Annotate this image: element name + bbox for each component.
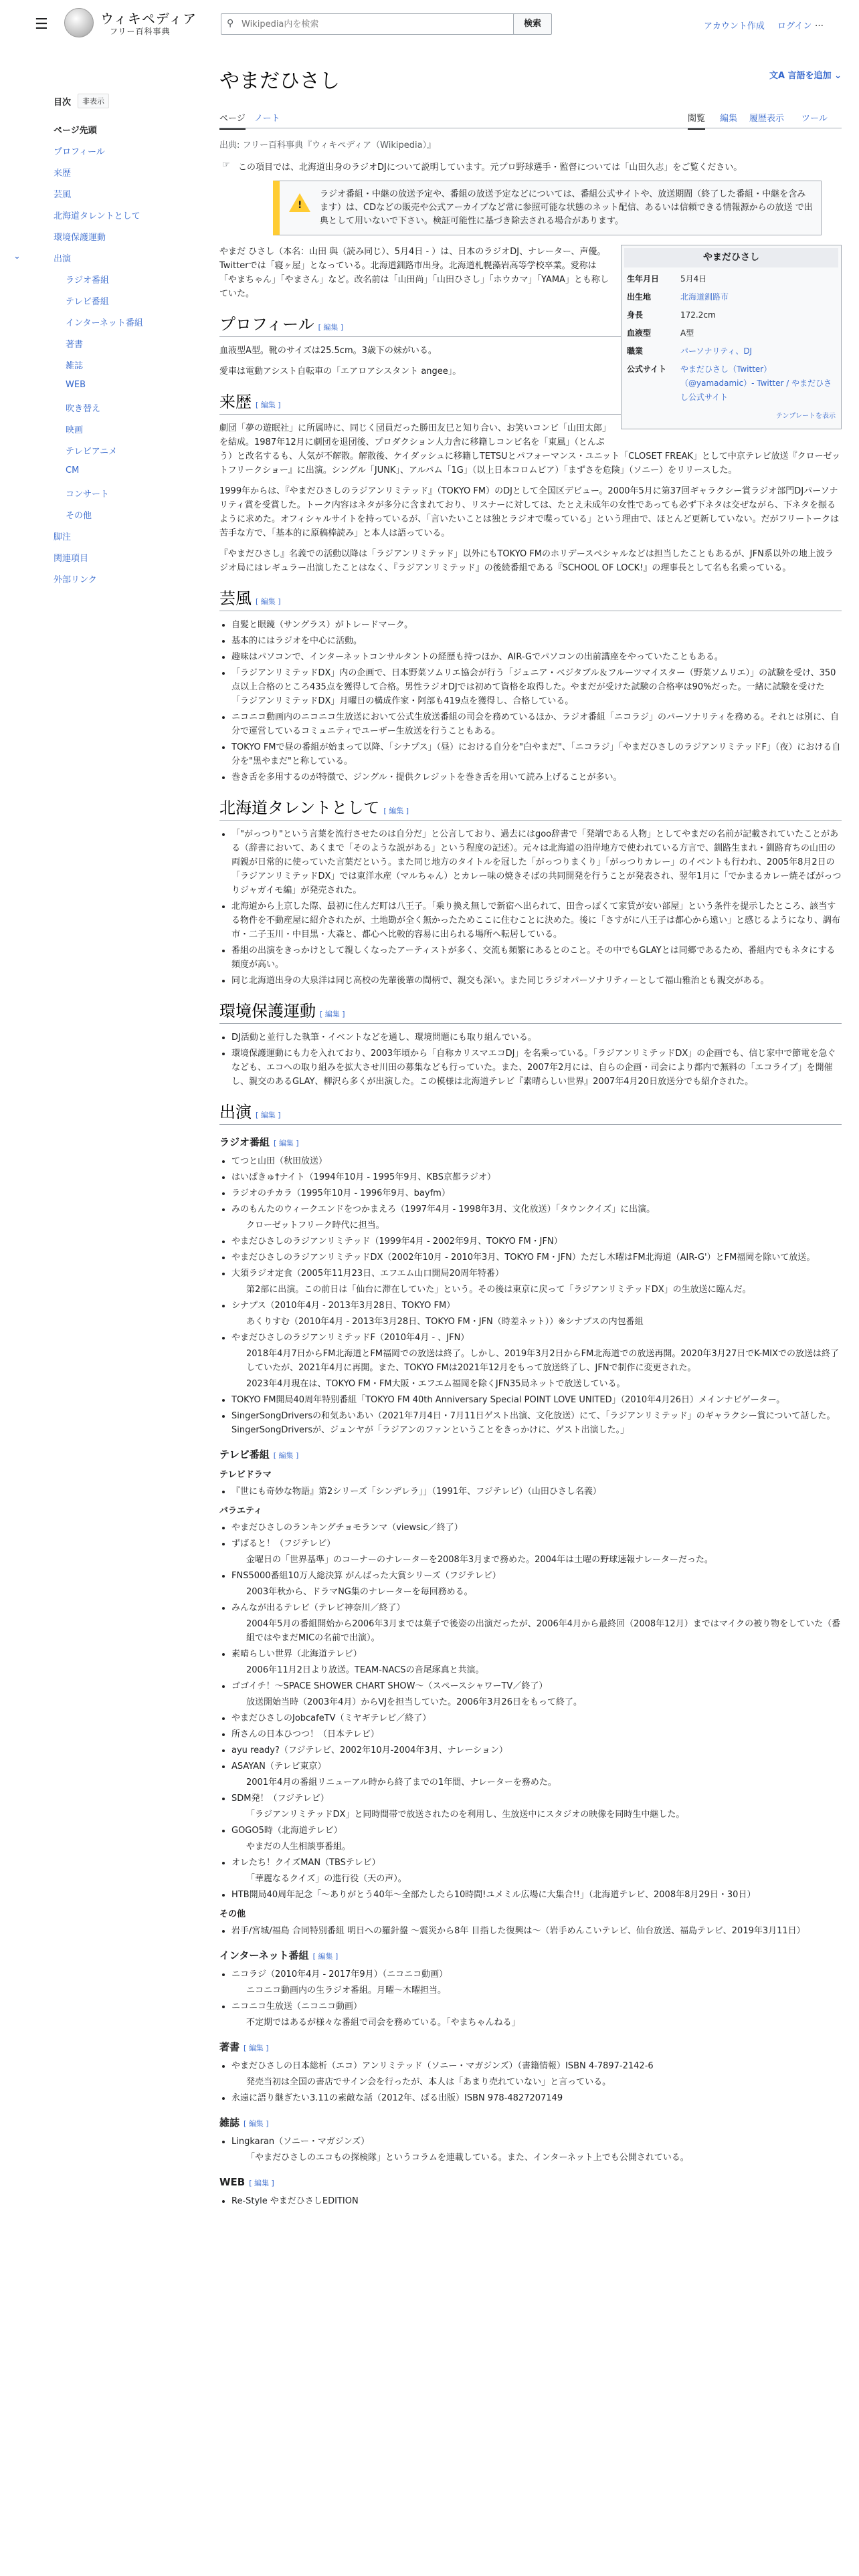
section-heading (219, 802, 842, 821)
section-title: 来歴 (219, 394, 252, 411)
edit-label: 編集 (260, 401, 276, 409)
list-item: • 巻き舌を多用するのが特徴で、ジングル・提供クレジットを巻き舌を用いて読み上げることが多い。 (231, 770, 842, 784)
edit-label: 編集 (323, 323, 339, 332)
list-item: 2003年秋から、ドラマNG集のナレーターを毎回務める。 (246, 1587, 473, 1597)
infobox-key: 身長 (627, 310, 644, 320)
bullet-list (231, 618, 842, 784)
toc-item[interactable] (54, 166, 154, 187)
internet-list (231, 1967, 842, 2030)
toc-item-label: ラジオ番組 (66, 276, 110, 286)
subsection-heading: ラジオ番組 [ 編集 ] (219, 1136, 299, 1148)
toc-item[interactable] (54, 294, 154, 316)
paragraph: 『やまだひさし』名義での活動以降は「ラジアンリミテッド」以外にもTOKYO FMのホリデースペシャルなどは担当したこともあるが、JFN系以外の地上波ラジオ局にはレギュラー出演したことはなく、『ラジアンリミテッド』の後続番組である『SCHOOL OF LOCK!』の理事長として名も名乗っている。 (219, 549, 834, 573)
site-name[interactable]: ウィキペディア (100, 11, 197, 27)
notice-text: ラジオ番組・中継の放送予定や、番組の放送予定などについては、番組公式サイトや、放送期間（終了した番組・中継を含みます）は、CDなどの販売や公式アーカイブなど常に参照可能な状態のネット配信、あるいは信頼できる情報源からの放送 で出典として用いないで下さい。検証可能性に基づき除去される場合があります。 (320, 189, 813, 226)
list-item: • SDM発！（フジテレビ） (231, 1792, 842, 1806)
list-item: • シナプス（2010年4月 - 2013年3月28日、TOKYO FM） (231, 1299, 842, 1313)
edit-link[interactable]: [ 編集 ] (244, 2119, 269, 2128)
other-list (231, 1924, 842, 1938)
subsection-heading: テレビ番組 [ 編集 ] (219, 1448, 299, 1461)
toc-item[interactable] (54, 380, 154, 401)
list-item: 第2部に出演。この前日は「仙台に滞在していた」という。その後は東京に戻って「ラジアンリミテッドDX」の生放送に臨んだ。 (246, 1285, 751, 1295)
toc-item[interactable] (54, 572, 154, 594)
toc-item[interactable] (54, 358, 154, 380)
tab-talk[interactable]: ノート (254, 114, 280, 124)
toc-item-label: 吹き替え (66, 404, 101, 414)
source-note: 出典: フリー百科事典『ウィキペディア（Wikipedia）』 (219, 140, 436, 150)
list-item: • SingerSongDriversの和気あいあい（2021年7月4日・7月11日ゲスト出演、文化放送）にて、「ラジアンリミテッド」のギャラクシー賞について話した。SingerSongDriversが、ジュンヤが「ラジアンのファンということをきっかけに、ゲスト出演した。」 (231, 1409, 842, 1437)
toc-item-label: 芸風 (54, 190, 72, 200)
tab-tools[interactable]: ツール (801, 114, 828, 124)
list-item: 「ラジアンリミテッドDX」と同時間帯で放送されたのを利用し、生放送中にスタジオの映像を同時生中継した。 (246, 1810, 685, 1820)
toc-item-label: 脚注 (54, 532, 72, 542)
list-item: あくりすむ（2010年4月 - 2013年3月28日、TOKYO FM・JFN（時差ネット））※シナプスの内包番組 (246, 1317, 644, 1327)
edit-link[interactable]: [ 編集 ] (274, 1139, 299, 1148)
toc-item[interactable] (54, 401, 154, 423)
subsubsection-heading: テレビドラマ (219, 1470, 272, 1480)
infobox-key: 出生地 (627, 292, 652, 302)
toc-item[interactable] (54, 444, 154, 465)
language-button[interactable]: 文A 言語を追加 ⌄ (769, 71, 842, 81)
toc-item-label: CM (66, 465, 80, 475)
infobox-table (624, 270, 838, 407)
list-item: • やまだひさしのラジアンリミテッド（1999年4月 - 2002年9月、TOKYO FM・JFN） (231, 1235, 842, 1249)
tab-history[interactable]: 履歴表示 (749, 114, 785, 124)
list-item: • ゴゴイチ！〜SPACE SHOWER CHART SHOW〜（スペースシャワーTV／終了） (231, 1679, 842, 1693)
toc-item-label: 来歴 (54, 169, 72, 179)
list-item: • 自髪と眼鏡（サングラス）がトレードマーク。 (231, 618, 842, 632)
login-link[interactable]: ログイン (777, 21, 812, 31)
list-item: 2004年5月の番組開始から2006年3月までは菓子で後姿の出演だったが、2006年4月から最終回（2008年12月）まではマイクの被り物をしていた（番組ではやまだMICの名前で出演）。 (246, 1619, 841, 1643)
infobox-key: 血液型 (627, 328, 652, 338)
list-item: 2006年11月2日より放送。TEAM-NACSの音尾琢真と共演。 (246, 1665, 484, 1675)
list-item: 2018年4月7日からFM北海道とFM福岡での放送は終了。しかし、2019年3月2日からFM北海道での放送再開。2020年3月27日でK-MIXでの放送は終了していたが、2021年4月に再開。また、TOKYO FMは2021年12月をもって放送終了し、JFNで制作に変更された。 (246, 1349, 840, 1373)
wikipedia-logo[interactable] (64, 8, 94, 37)
edit-link[interactable]: [ 編集 ] (244, 2044, 269, 2052)
toc-item-label: 環境保護運動 (54, 233, 106, 243)
paragraph: 血液型A型。靴のサイズは25.5cm。3歳下の妹がいる。 (219, 346, 437, 356)
toc-item[interactable] (54, 423, 154, 444)
toc-item-label: 関連項目 (54, 554, 89, 564)
toc-item[interactable] (54, 316, 154, 337)
toc-item[interactable] (54, 487, 154, 508)
toc-item-label: 北海道タレントとして (54, 211, 140, 221)
infobox-value: パーソナリティ、DJ (680, 346, 753, 356)
more-menu-icon[interactable]: … (815, 19, 824, 29)
list-item: 2001年4月の番組リニューアル時から終了までの1年間、ナレーターを務めた。 (246, 1778, 557, 1788)
list-item: • オレたち！クイズMAN（TBSテレビ） (231, 1856, 842, 1870)
list-item: やまだの人生相談事番組。 (246, 1842, 351, 1852)
infobox-row (624, 270, 838, 288)
section-title: 環境保護運動 (219, 1003, 316, 1021)
infobox-key: 公式サイト (627, 364, 667, 374)
subsubsection-heading: バラエティ (219, 1506, 262, 1516)
toc-item[interactable] (54, 551, 154, 572)
subsection-heading: WEB [ 編集 ] (219, 2176, 274, 2188)
toc-item-label: テレビ番組 (66, 297, 109, 307)
page-title: やまだひさし (219, 70, 340, 92)
list-item: • 永遠に語り継ぎたい3.11の素敵な話（2012年、ぱる出版）ISBN 978-4827207149 (231, 2091, 842, 2105)
edit-link[interactable]: [ 編集 ] (249, 2179, 274, 2187)
list-item: ニコニコ動画内の生ラジオ番組。月曜〜木曜担当。 (246, 1985, 447, 1996)
edit-link[interactable]: [ 編集 ] (256, 1111, 281, 1119)
tab-edit[interactable]: 編集 (720, 114, 738, 124)
toc-item[interactable] (54, 209, 154, 230)
bullet-list (231, 827, 842, 988)
hamburger-icon[interactable]: ☰ (35, 16, 48, 33)
infobox-row (624, 288, 838, 306)
chevron-down-icon[interactable]: ⌄ (13, 251, 21, 261)
toc-title: 目次 (54, 97, 72, 108)
infobox-value: やまだひさし（Twitter）（@yamadamic）- Twitter / やまだひさし公式サイト (680, 364, 832, 402)
paragraph: 劇団「夢の遊眠社」に所属時に、同じく団員だった勝田友巳と知り合い、お笑いコンビ「山田太郎」を結成。1987年12月に劇団を退団後、プロダクション人力舎に移籍しコンビ名を「東風」（とんぷう）と改名するも、人気が不解散。解散後、ケイダッシュに移籍しTETSUとパフォーマンス・ユニット「CLOSET FREAK」として中京テレビ放送『クローゼットフリークショー』に出演。シングル「JUNK」、アルバム「1G」（以上日本コロムビア）「まずさを危険」（ソニー）をリリースした。 (219, 423, 841, 475)
list-item: • 『世にも奇妙な物語』第2シリーズ「シンデレラ」」（1991年、フジテレビ）（山田ひさし名義） (231, 1485, 842, 1499)
toc-item-label: 雑誌 (66, 361, 84, 371)
toc-item-label: ページ先頭 (54, 126, 97, 136)
list-item: • GOGO5時（北海道テレビ） (231, 1824, 842, 1838)
table-of-contents (13, 94, 154, 594)
warning-icon (289, 193, 310, 212)
template-link[interactable]: テンプレートを表示 (775, 413, 836, 420)
web-list (231, 2194, 842, 2208)
intro-paragraph: やまだ ひさし（本名：山田 與（読み同じ）、5月4日 - ）は、日本のラジオDJ、ナレーター、声優。Twitterでは「寝ヶ屋」となっている。北海道釧路市出身。北海道札幌藻岩高等学校卒業。愛称は「やまちゃん」「やまさん」など。改名前は「山田尚」「山田ひさし」「ホウカマ」「YAMA」とも称していた。 (219, 247, 609, 299)
infobox-title: やまだひさし (624, 248, 838, 267)
paragraph: 愛車は電動アシスト自転車の「エアロアシスタント angee」。 (219, 366, 462, 377)
edit-label: 編集 (324, 1010, 340, 1018)
list-item: • ASAYAN（テレビ東京） (231, 1759, 842, 1774)
edit-link[interactable]: [ 編集 ] (273, 1451, 299, 1460)
infobox-row (624, 306, 838, 324)
infobox-value: 北海道釧路市 (680, 292, 729, 302)
variety-list (231, 1521, 842, 1902)
list-item: • ずばると！（フジテレビ） (231, 1537, 842, 1551)
page-tabs (219, 106, 842, 128)
edit-link[interactable]: [ 編集 ] (318, 323, 344, 332)
list-item: • ニコニコ生放送（ニコニコ動画） (231, 2000, 842, 2014)
toc-item[interactable] (54, 144, 154, 166)
list-item: 不定期ではあるが様々な番組で司会を務めている。「やまちゃんねる」 (246, 2018, 520, 2028)
list-item: • 環境保護運動にも力を入れており、2003年頃から「自称カリスマエコDJ」を名乗っている。「ラジアンリミテッドDX」の企画でも、信じ家中で節電を急ぐなども、エコへの取り組みを拡大させ川田の募集なども行っていた。また、2007年2月には、自らの企画・司会により都内で無料の「エコライブ」を開催し、親交のあるGLAY、柳沢ら多くが出演した。この模様は北海道テレビ『素晴らしい世界』2007年4月20日放送分でも紹介された。 (231, 1047, 842, 1089)
search-icon: ⚲ (227, 18, 234, 29)
section-heading (219, 1005, 842, 1024)
toc-item-label: 映画 (66, 425, 84, 435)
list-item: • 同じ北海道出身の大泉洋は同じ高校の先輩後輩の間柄で、親交も深い。また同じラジオパーソナリティーとして福山雅治とも親交がある。 (231, 974, 842, 988)
toc-item[interactable] (54, 508, 154, 530)
list-item: • 大須ラジオ定食（2005年11月23日、エフエム山口開局20周年特番） (231, 1267, 842, 1281)
section-heading: 出演 [ 編集 ] (219, 1106, 842, 1125)
subsection-heading: 雑誌 [ 編集 ] (219, 2117, 269, 2129)
section-title: プロフィール (219, 316, 314, 334)
magazine-list (231, 2135, 842, 2165)
list-item: • やまだひさしのラジアンリミテッドDX（2002年10月 - 2010年3月、TOKYO FM・JFN）ただし木曜はFM北海道（AIR-G'）とFM福岡を除いて放送。 (231, 1251, 842, 1265)
section-title: 北海道タレントとして (219, 800, 380, 817)
edit-link[interactable]: [ 編集 ] (383, 807, 409, 815)
toc-item[interactable] (54, 123, 154, 144)
create-account-link[interactable]: アカウント作成 (704, 21, 765, 31)
list-item: • HTB開局40周年記念「〜ありがとう40年〜全部たしたら10時間!ユメミル広場に大集合!!」（北海道テレビ、2008年8月29日・30日） (231, 1888, 842, 1902)
list-item: • 番組の出演をきっかけとして親しくなったアーティストが多く、交流も頻繁にあるとのこと。その中でもGLAYとは同郷であるため、番組内でもネタにする頻度が高い。 (231, 944, 842, 972)
toc-hide-button[interactable]: 非表示 (78, 94, 109, 108)
list-item: • 基本的にはラジオを中心に活動。 (231, 634, 842, 648)
list-item: • FNS5000番組10万人総決算 がんばった大賞シリーズ（フジテレビ） (231, 1569, 842, 1583)
toc-item[interactable] (54, 465, 154, 487)
subsection-heading: 著書 [ 編集 ] (219, 2041, 269, 2053)
subsection-heading: インターネット番組 [ 編集 ] (219, 1949, 339, 1961)
search-button[interactable]: 検索 (513, 13, 552, 35)
infobox-key: 職業 (627, 346, 644, 356)
list-item: • Re-Style やまだひさしEDITION (231, 2194, 842, 2208)
infobox-value: 172.2cm (680, 310, 716, 320)
list-item: • やまだひさしの日本総析（エコ）アンリミテッド（ソニー・マガジンズ）（書籍情報）ISBN 4-7897-2142-6 (231, 2059, 842, 2073)
search-input[interactable] (242, 17, 442, 31)
edit-label: 編集 (389, 807, 404, 815)
list-item: • 「"がっつり"という言葉を流行させたのは自分だ」と公言しており、過去にはgoo辞書で「発端である人物」としてやまだの名前が記載されていたことがある（辞書において、あくまで「そのような説がある」という程度の記述）。元々は北海道の沿岸地方で使われている方言で、釧路生まれ・釧路育ちの山田の両親が日常的に使っていた言葉だという。また同じ地方のタイトルを冠した「がっつりまくり」「がっつりカレー」のイベントも行われ、2005年8月2日の「ラジアンリミテッドDX」では東洋水産（マルちゃん）とカレー味の焼きそばの共同開発を行うことが発表され、翌年1月に「でかまるカレー焼そばがっつりジャガイモ編」が発売された。 (231, 827, 842, 897)
infobox-value: 5月4日 (680, 274, 707, 284)
bullet-list (231, 1031, 842, 1089)
toc-item-label: テレビアニメ (66, 447, 118, 457)
article-body (219, 245, 842, 2208)
list-item: • ラジオのチカラ（1995年10月 - 1996年9月、bayfm） (231, 1186, 842, 1200)
infobox-key: 生年月日 (627, 274, 660, 284)
section-title: 芸風 (219, 591, 252, 608)
list-item: 2023年4月現在は、TOKYO FM・FM大阪・エフエム福岡を除くJFN35局ネットで放送している。 (246, 1379, 626, 1389)
notice-box (273, 181, 822, 235)
books-list (231, 2059, 842, 2105)
search-box[interactable] (221, 13, 522, 35)
edit-link[interactable]: [ 編集 ] (320, 1010, 345, 1018)
site-tagline: フリー百科事典 (110, 27, 171, 36)
list-item: • てつと山田（秋田放送） (231, 1154, 842, 1168)
toc-item[interactable] (54, 337, 154, 358)
list-item: • 「ラジアンリミテッドDX」内の企画で、日本野菜ソムリエ協会が行う「ジュニア・ベジタブル＆フルーツマイスター（野菜ソムリエ）」の試験を受け、350点以上合格のところ435点を獲得して合格。男性ラジオDJでは初めて資格を取得した。やまだが受けた試験の合格率は90%だった。一緒に試験を受けた「ラジアンリミテッドDX」月曜日の構成作家・阿部も419点を獲得し、合格している。 (231, 666, 842, 708)
list-item: • はいぱきゅ†ナイト（1994年10月 - 1995年9月、KBS京都ラジオ） (231, 1170, 842, 1184)
list-item: • みんなが出るテレビ（テレビ神奈川／終了） (231, 1601, 842, 1615)
toc-item-label: 著書 (66, 340, 84, 350)
edit-link[interactable]: [ 編集 ] (256, 401, 281, 409)
list-item: • DJ活動と並行した執筆・イベントなどを通し、環境問題にも取り組んでいる。 (231, 1031, 842, 1045)
list-item: • やまだひさしのJobcafeTV（ミヤギテレビ／終了） (231, 1711, 842, 1725)
list-item: 金曜日の「世界基準」のコーナーのナレーターを2008年3月まで務めた。2004年は土曜の野球速報ナレーターだった。 (246, 1555, 713, 1565)
infobox-row (624, 342, 838, 360)
list-item: 「華麗なるクイズ」の進行役（天の声）。 (246, 1874, 407, 1884)
toc-item[interactable] (54, 273, 154, 294)
edit-link[interactable]: [ 編集 ] (312, 1952, 339, 1961)
list-item: クローゼットフリーク時代に担当。 (246, 1220, 385, 1230)
list-item: 「やまだひさしのエコもの探検隊」というコラムを連載している。また、インターネット上でも公開されている。 (246, 2153, 689, 2163)
toc-item-label: WEB (66, 380, 86, 390)
toc-item-label: 出演 (54, 254, 72, 264)
language-label: 言語を追加 (787, 71, 832, 81)
section-heading (219, 593, 842, 611)
toc-item-label: その他 (66, 511, 92, 521)
list-item: 放送開始当時（2003年4月）からVJを担当していた。2006年3月26日をもって終了。 (246, 1697, 582, 1707)
list-item: • TOKYO FM開局40周年特別番組「TOKYO FM 40th Anniversary Special POINT LOVE UNITED」（2010年4月26日）メインナビゲーター。 (231, 1393, 842, 1407)
subsubsection-heading: その他 (219, 1909, 246, 1919)
list-item: 発売当初は全国の書店でサイン会を行ったが、本人は「あまり売れていない」と言っている。 (246, 2077, 611, 2087)
infobox-row (624, 360, 838, 407)
edit-link[interactable]: [ 編集 ] (256, 597, 281, 606)
infobox (621, 245, 842, 429)
hatnote: ☞ この項目では、北海道出身のラジオDJについて説明しています。元プロ野球選手・監督については「山田久志」をご覧ください。 (219, 160, 842, 173)
radio-list (231, 1154, 842, 1437)
article (219, 64, 842, 2214)
list-item: • Lingkaran（ソニー・マガジンズ） (231, 2135, 842, 2149)
list-item: • 所さんの日本ひつつ！（日本テレビ） (231, 1727, 842, 1741)
list-item: • 岩手/宮城/福島 合同特別番組 明日への羅針盤 〜震災から8年 目指した復興は〜（岩手めんこいテレビ、仙台放送、福島テレビ、2019年3月11日） (231, 1924, 842, 1938)
tvdrama-list (231, 1485, 842, 1499)
list-item: • ニコニコ動画内のニコニコ生放送において公式生放送番組の司会を務めているほか、ラジオ番組「ニコラジ」のパーソナリティを務める。それとは別に、自分で運営しているコミュニティでユーザー生放送を行うこともある。 (231, 710, 842, 738)
toc-item-label: インターネット番組 (66, 318, 143, 328)
list-item: • 北海道から上京した際、最初に住んだ町は八王子。「乗り換え無しで新宿へ出られて、田舎っぽくて家賃が安い部屋」という条件を提示したところ、該当する物件を不動産屋に紹介されたが、土地勘が全く無かったためここに住むことに決めた。後に「さすがに八王子は都心から遠い」と感じるようになり、調布市・二子玉川・中目黒・大森と、都心へ比較的容易に出られる場所へ転居している。 (231, 899, 842, 942)
list-item: • ayu ready?（フジテレビ、2002年10月-2004年3月、ナレーション） (231, 1743, 842, 1757)
tab-read[interactable]: 閲覧 (688, 111, 705, 130)
site-header (0, 0, 859, 47)
toc-item[interactable] (13, 251, 154, 273)
toc-item[interactable] (54, 187, 154, 209)
edit-label: 編集 (260, 597, 276, 606)
infobox-row (624, 324, 838, 342)
tab-page[interactable]: ページ (219, 111, 246, 130)
infobox-value: A型 (680, 328, 694, 338)
toc-item-label: プロフィール (54, 147, 105, 157)
list-item: • 素晴らしい世界（北海道テレビ） (231, 1647, 842, 1661)
toc-item-label: コンサート (66, 490, 110, 500)
list-item: • 趣味はパソコンで、インターネットコンサルタントの経歴も持つほか、AIR-Gでパソコンの出前講座をやっていたこともある。 (231, 650, 842, 664)
toc-item-label: 外部リンク (54, 575, 97, 585)
list-item: • みのもんたのウィークエンドをつかまえろ（1997年4月 - 1998年3月、文化放送）「タウンクイズ」に出演。 (231, 1202, 842, 1216)
list-item: • やまだひさしのランキングチョモランマ（viewsic／終了） (231, 1521, 842, 1535)
toc-item[interactable] (54, 530, 154, 551)
paragraph: 1999年からは、『やまだひさしのラジアンリミテッド』（TOKYO FM）のDJとして全国区デビュー。2000年5月に第37回ギャラクシー賞ラジオ部門DJパーソナリティ賞を受賞した。トーク内容はネタが多分に含まれており、リスナーに対しては、たとえ未成年の女性であっても必ず下ネタは交ぜながら、下ネタを振るように求めた。オフィシャルサイトを持っているが、「言いたいことは独とラジオで喋っている」という理由で、ほとんど更新していない。だがフリートークは苦手な方で、「基本的に原稿棒読み」と本人は語っている。 (219, 486, 840, 538)
list-item: • やまだひさしのラジアンリミテッドF（2010年4月 - 、JFN） (231, 1331, 842, 1345)
list-item: • TOKYO FMで昼の番組が始まって以降、「シナプス」（昼）における自分を"白やまだ"、「ニコラジ」「やまだひさしのラジアンリミテッドF」（夜）における自分を"黒やまだ"と称している。 (231, 740, 842, 768)
toc-item[interactable] (54, 230, 154, 251)
list-item: • ニコラジ（2010年4月 - 2017年9月）（ニコニコ動画） (231, 1967, 842, 1981)
